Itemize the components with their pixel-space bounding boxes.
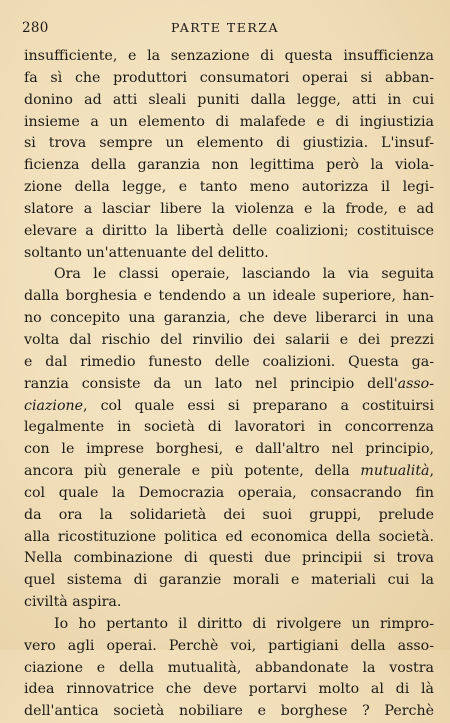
italic-term: mutualità — [360, 463, 430, 480]
text-line: fa sì che produttori consumatori operai si abban- — [24, 69, 434, 86]
text-line: ranzia consiste da un lato nel principio dell'asso- — [24, 375, 434, 392]
text-line: vero agli operai. Perchè voi, partigiani della asso- — [24, 637, 434, 654]
text-line: si trova sempre un elemento di giustizia. L'insuf- — [24, 135, 434, 152]
running-head: PARTE TERZA — [170, 20, 279, 35]
text-line: ficienza della garanzia non legittima però la viola- — [24, 157, 434, 174]
text-line: ancora più generale e più potente, della mutualità, — [24, 463, 434, 480]
text-line: volta dal rischio del rinvilio dei salarii e dei prezzi — [24, 331, 434, 348]
text-line: col quale la Democrazia operaia, consacrando fin — [24, 484, 434, 501]
text-line: no concepito una garanzia, che deve liberarci in una — [24, 310, 434, 327]
text-line: idea rinnovatrice che deve portarvi molto al di là — [24, 681, 434, 698]
text-line: Ora le classi operaie, lasciando la via seguita — [54, 266, 434, 283]
text-line: da ora la solidarietà dei suoi gruppi, prelude — [24, 506, 434, 523]
text-line: quel sistema di garanzie morali e materiali cui la — [24, 572, 434, 589]
text-line: civiltà aspira. — [24, 594, 122, 611]
body-text — [24, 46, 434, 723]
italic-term: asso- — [397, 375, 434, 392]
text-line: ciazione, col quale essi si preparano a costituirsi — [24, 397, 434, 414]
text-line: soltanto un'attenuante del delitto. — [24, 244, 269, 261]
text-line: dell'antica società nobiliare e borghese ? Perchè — [24, 703, 434, 720]
text-line: elevare a diritto la libertà delle coalizioni; costituisce — [24, 222, 434, 239]
text-line: Nella combinazione di questi due principii si trova — [24, 550, 434, 567]
text-line: e dal rimedio funesto delle coalizioni. Questa ga- — [24, 353, 434, 370]
text-line: insufficiente, e la senzazione di questa insufficienza — [24, 48, 434, 64]
text-line: zione della legge, e tanto meno autorizza il legi- — [24, 179, 434, 196]
text-line: Io ho pertanto il diritto di rivolgere un rimpro- — [54, 615, 434, 632]
text-line: donino ad atti sleali puniti dalla legge, atti in cui — [24, 91, 434, 108]
text-line: legalmente in società di lavoratori in concorrenza — [24, 419, 434, 436]
text-line: slatore a lasciar libere la violenza e la frode, e ad — [24, 200, 434, 217]
text-line: con le imprese borghesi, e dall'altro nel principio, — [24, 441, 434, 458]
page-header — [22, 20, 428, 42]
italic-term: ciazione — [24, 397, 84, 414]
page-number: 280 — [22, 20, 49, 36]
text-line: insieme a un elemento di malafede e di ingiustizia — [24, 113, 434, 130]
text-line: dalla borghesia e tendendo a un ideale superiore, han- — [24, 288, 434, 305]
text-line: alla ricostituzione politica ed economica della società. — [24, 528, 434, 545]
text-line: ciazione e della mutualità, abbandonate la vostra — [24, 659, 434, 676]
